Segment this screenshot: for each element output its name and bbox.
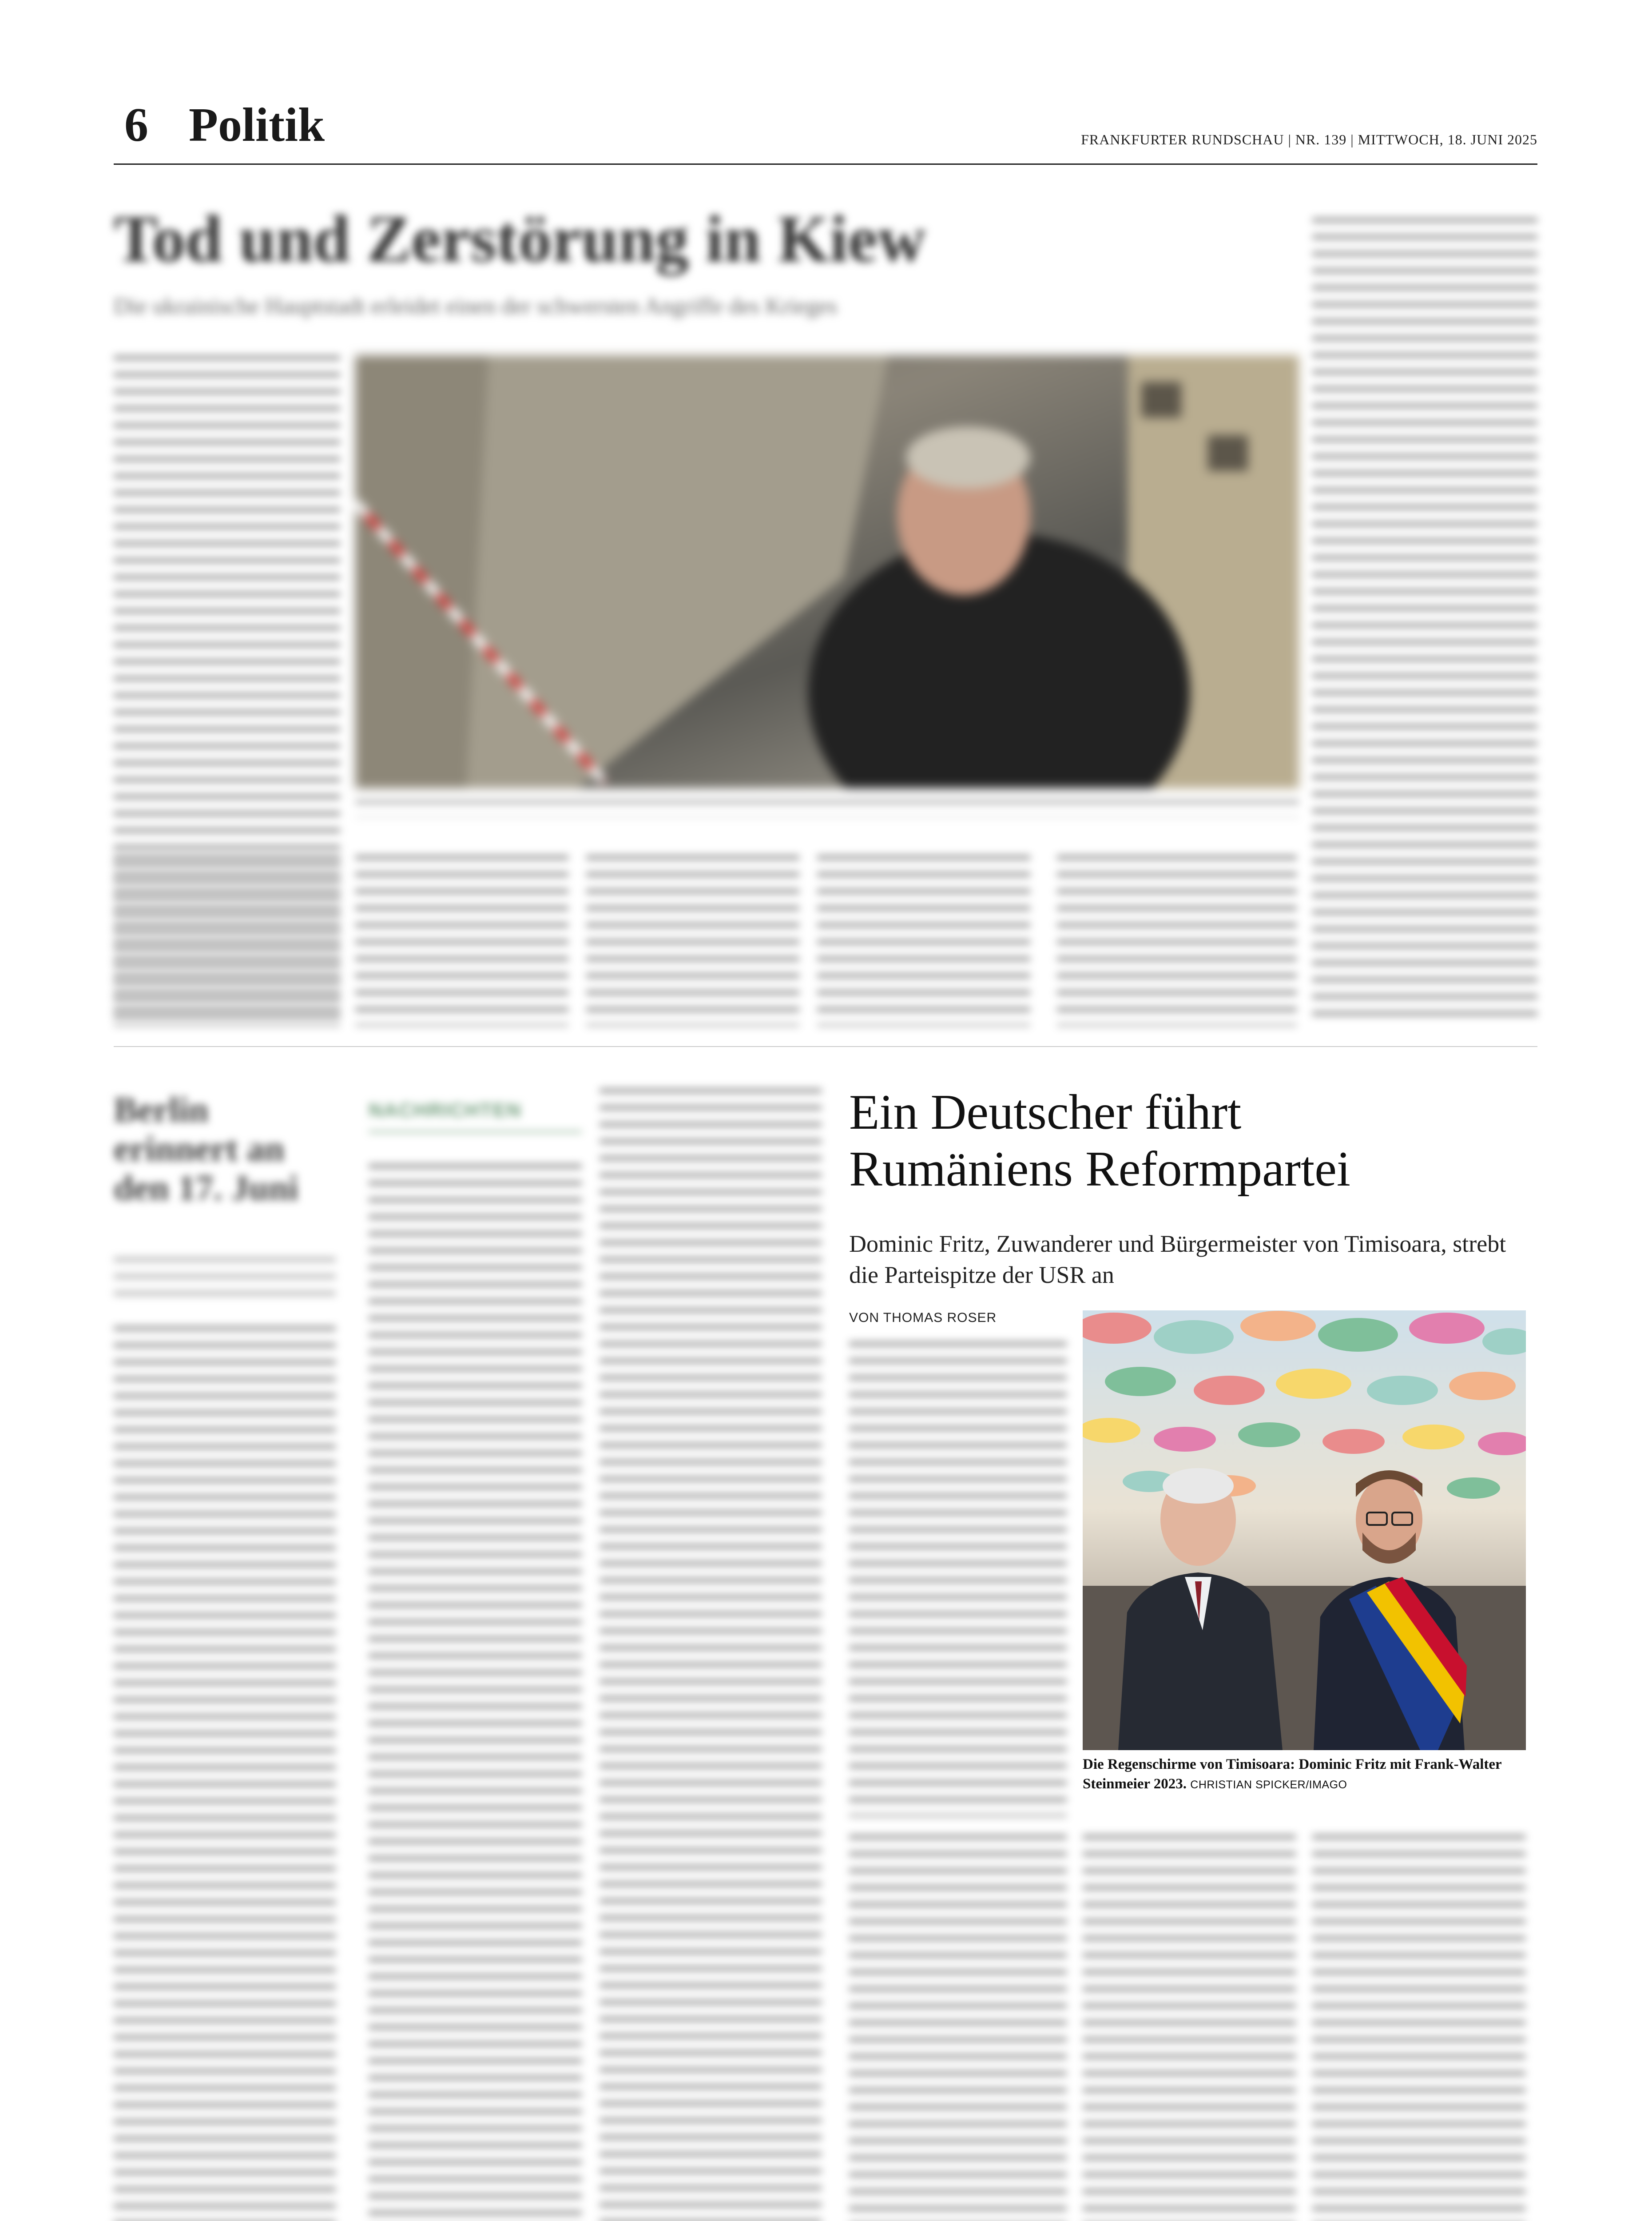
featured-column-3 <box>1312 1835 1525 2221</box>
featured-headline <box>849 1084 1515 1198</box>
top-story-column-6 <box>1312 218 1537 1026</box>
header-rule <box>114 163 1537 165</box>
top-story-photo-caption <box>355 800 1299 817</box>
featured-headline-line-2: Rumäniens Reformpartei <box>849 1142 1351 1197</box>
featured-photo-caption <box>1083 1755 1526 1795</box>
featured-subhead: Dominic Fritz, Zuwanderer und Bürgermeister von Timisoara, strebt die Parteispitze der USR an <box>849 1230 1506 1288</box>
top-story-subline: Die ukrainische Hauptstadt erleidet einen der schwersten Angriffe des Krieges <box>114 294 838 319</box>
featured-headline-line-1: Ein Deutscher führt <box>849 1085 1242 1140</box>
top-story-column-2 <box>114 855 340 1026</box>
featured-column-1-lower <box>849 1835 1067 2221</box>
news-column-2 <box>600 1088 822 2221</box>
left-story-body <box>114 1326 336 2221</box>
featured-column-1 <box>849 1341 1067 1817</box>
caption-text: Die Regenschirme von Timisoara: Dominic Fritz mit Frank-Walter Steinmeier 2023. <box>1083 1756 1502 1792</box>
news-label-bar <box>369 1130 582 1133</box>
photo-credit: CHRISTIAN SPICKER/IMAGO <box>1190 1779 1347 1791</box>
section-divider <box>114 1046 1537 1047</box>
top-story-column-5b <box>1057 855 1297 1026</box>
page-number: 6 <box>124 99 148 151</box>
masthead: FRANKFURTER RUNDSCHAU | NR. 139 | MITTWOCH, 18. JUNI 2025 <box>1081 131 1537 147</box>
top-story-column-4 <box>586 855 799 1026</box>
section-title: Politik <box>189 99 325 151</box>
umbrella-scene-illustration <box>1083 1310 1526 1750</box>
news-column-1 <box>369 1164 582 2221</box>
news-label: NACHRICHTEN <box>369 1099 522 1121</box>
top-story-column-5 <box>817 855 1030 1026</box>
featured-column-2 <box>1083 1835 1296 2221</box>
featured-photo <box>1083 1310 1526 1750</box>
featured-byline: VON THOMAS ROSER <box>849 1310 997 1325</box>
top-story-column-3 <box>355 855 568 1026</box>
top-story-headline: Tod und Zerstörung in Kiew <box>114 202 926 276</box>
left-story-headline: Berlin erinnert an den 17. Juni <box>114 1091 298 1208</box>
top-story-photo <box>355 355 1299 788</box>
rubble-scene-illustration <box>355 355 1299 788</box>
left-story-subline <box>114 1257 336 1306</box>
